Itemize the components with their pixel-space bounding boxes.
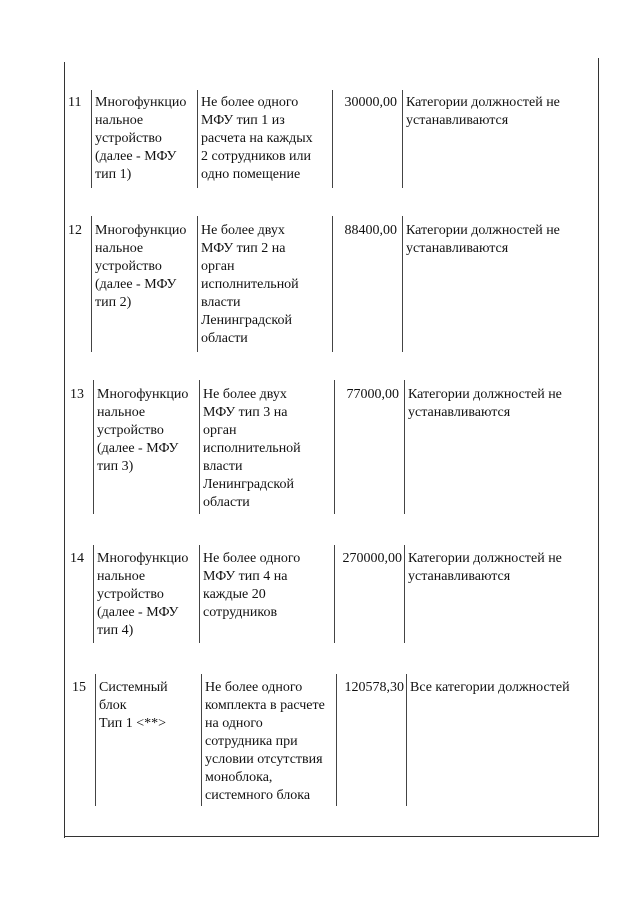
item-price: 270000,00 (342, 551, 402, 566)
cell-divider (201, 674, 202, 806)
frame-left-border (64, 62, 65, 838)
cell-divider (406, 674, 407, 806)
cell-divider (404, 380, 405, 514)
cell-divider (334, 380, 335, 514)
item-category: Все категории должностей (410, 680, 570, 695)
item-name: Многофункцио нальное устройство (далее - МФУ тип 1) (95, 95, 187, 182)
cell-divider (402, 90, 403, 188)
item-name: Многофункцио нальное устройство (далее - МФУ тип 4) (97, 551, 189, 638)
cell-divider (197, 216, 198, 352)
cell-divider (93, 545, 94, 643)
cell-divider (334, 545, 335, 643)
cell-divider (91, 90, 92, 188)
cell-divider (199, 380, 200, 514)
item-category: Категории должностей не устанавливаются (408, 387, 562, 420)
cell-divider (199, 545, 200, 643)
item-category: Категории должностей не устанавливаются (406, 95, 560, 128)
row-number: 13 (70, 387, 84, 402)
item-name: Системный блок Тип 1 <**> (99, 680, 168, 731)
cell-divider (91, 216, 92, 352)
row-number: 15 (72, 680, 86, 695)
item-price: 120578,30 (344, 680, 404, 695)
frame-bottom-border (64, 836, 599, 837)
item-price: 30000,00 (344, 95, 397, 110)
item-category: Категории должностей не устанавливаются (406, 223, 560, 256)
cell-divider (197, 90, 198, 188)
item-category: Категории должностей не устанавливаются (408, 551, 562, 584)
cell-divider (332, 90, 333, 188)
cell-divider (332, 216, 333, 352)
item-quantity: Не более двух МФУ тип 3 на орган исполнительной власти Ленинградской области (203, 387, 301, 510)
item-quantity: Не более одного МФУ тип 1 из расчета на каждых 2 сотрудников или одно помещение (201, 95, 313, 182)
row-number: 11 (68, 95, 82, 110)
row-number: 14 (70, 551, 84, 566)
row-number: 12 (68, 223, 82, 238)
item-quantity: Не более одного комплекта в расчете на одного сотрудника при условии отсутствия моноблока, системного блока (205, 680, 325, 803)
cell-divider (93, 380, 94, 514)
frame-right-border (598, 58, 599, 836)
item-quantity: Не более одного МФУ тип 4 на каждые 20 сотрудников (203, 551, 301, 620)
cell-divider (95, 674, 96, 806)
cell-divider (402, 216, 403, 352)
item-name: Многофункцио нальное устройство (далее - МФУ тип 3) (97, 387, 189, 474)
item-price: 88400,00 (344, 223, 397, 238)
item-quantity: Не более двух МФУ тип 2 на орган исполнительной власти Ленинградской области (201, 223, 299, 346)
cell-divider (404, 545, 405, 643)
item-price: 77000,00 (346, 387, 399, 402)
cell-divider (336, 674, 337, 806)
item-name: Многофункцио нальное устройство (далее - МФУ тип 2) (95, 223, 187, 310)
